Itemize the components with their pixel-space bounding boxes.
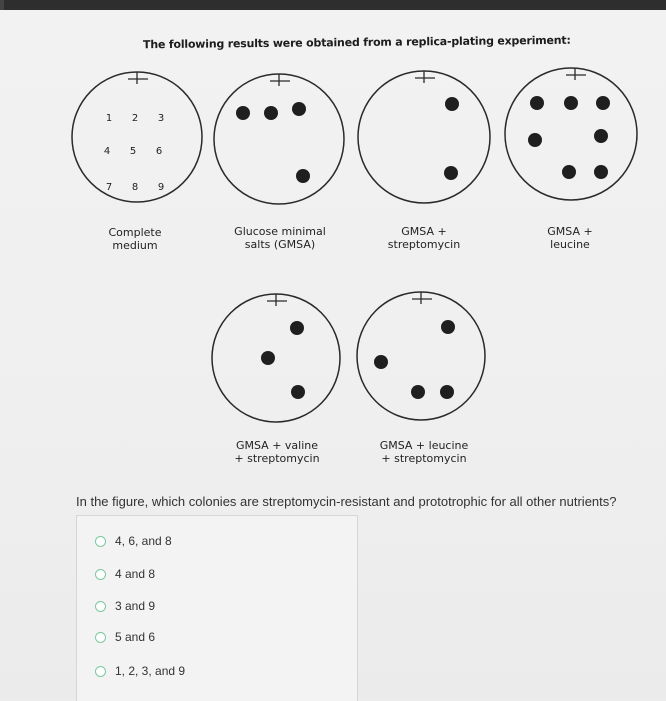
radio-button[interactable] xyxy=(95,569,106,580)
colony-9 xyxy=(440,385,454,399)
colony-9 xyxy=(291,385,305,399)
plate-complete xyxy=(72,72,202,202)
colony-number-2: 2 xyxy=(131,113,139,124)
radio-button[interactable] xyxy=(95,632,106,643)
answer-option-label: 4 and 8 xyxy=(115,567,156,581)
colony-number-1: 1 xyxy=(105,113,113,124)
colony-2 xyxy=(264,106,278,120)
answer-option-3[interactable] xyxy=(95,598,155,614)
colony-9 xyxy=(296,169,310,183)
plate-outline xyxy=(214,74,344,204)
plate-outline xyxy=(358,71,490,203)
plate-gmsa xyxy=(214,74,344,204)
colony-number-3: 3 xyxy=(157,113,165,124)
colony-3 xyxy=(290,321,304,335)
colony-9 xyxy=(444,166,458,180)
colony-number-8: 8 xyxy=(131,182,139,193)
answer-option-label: 4, 6, and 8 xyxy=(115,534,172,548)
plate-label-gmsa-valine-streptomycin: GMSA + valine + streptomycin xyxy=(234,439,320,465)
plate-outline xyxy=(357,292,485,420)
colony-4 xyxy=(528,133,542,147)
plate-gmsa-leucine xyxy=(505,68,637,200)
radio-button[interactable] xyxy=(95,601,106,612)
answer-option-2[interactable] xyxy=(95,566,155,582)
answer-option-1[interactable] xyxy=(95,533,172,549)
plate-gmsa-leucine-streptomycin xyxy=(357,292,485,420)
plate-label-complete: Complete medium xyxy=(108,226,162,252)
colony-1 xyxy=(236,106,250,120)
colony-8 xyxy=(562,165,576,179)
plate-outline xyxy=(212,294,340,422)
colony-3 xyxy=(445,97,459,111)
radio-button[interactable] xyxy=(95,666,106,677)
colony-number-9: 9 xyxy=(157,182,165,193)
colony-3 xyxy=(596,96,610,110)
colony-1 xyxy=(530,96,544,110)
colony-9 xyxy=(594,165,608,179)
colony-3 xyxy=(292,102,306,116)
colony-number-7: 7 xyxy=(105,182,113,193)
plate-label-gmsa: Glucose minimal salts (GMSA) xyxy=(234,225,326,251)
colony-4 xyxy=(374,355,388,369)
colony-number-4: 4 xyxy=(103,146,111,157)
answer-option-label: 3 and 9 xyxy=(115,599,156,613)
colony-5 xyxy=(261,351,275,365)
plate-label-gmsa-streptomycin: GMSA + streptomycin xyxy=(387,225,461,251)
radio-button[interactable] xyxy=(95,536,106,547)
answer-option-4[interactable] xyxy=(95,629,155,645)
plate-label-gmsa-leucine: GMSA + leucine xyxy=(547,225,593,251)
colony-number-5: 5 xyxy=(129,146,137,157)
plate-gmsa-valine-streptomycin xyxy=(212,294,340,422)
colony-3 xyxy=(441,320,455,334)
question-text: In the figure, which colonies are streptomycin-resistant and prototrophic for all other nutrients? xyxy=(76,494,617,509)
plate-label-gmsa-leucine-streptomycin: GMSA + leucine + streptomycin xyxy=(379,439,469,465)
figure-title: The following results were obtained from a replica-plating experiment: xyxy=(142,33,571,52)
colony-number-6: 6 xyxy=(155,146,163,157)
answer-option-label: 1, 2, 3, and 9 xyxy=(115,664,186,678)
plate-gmsa-streptomycin xyxy=(358,71,490,203)
colony-6 xyxy=(594,129,608,143)
colony-8 xyxy=(411,385,425,399)
plate-outline xyxy=(505,68,637,200)
answer-option-label: 5 and 6 xyxy=(115,630,156,644)
colony-2 xyxy=(564,96,578,110)
answer-option-5[interactable] xyxy=(95,663,185,679)
